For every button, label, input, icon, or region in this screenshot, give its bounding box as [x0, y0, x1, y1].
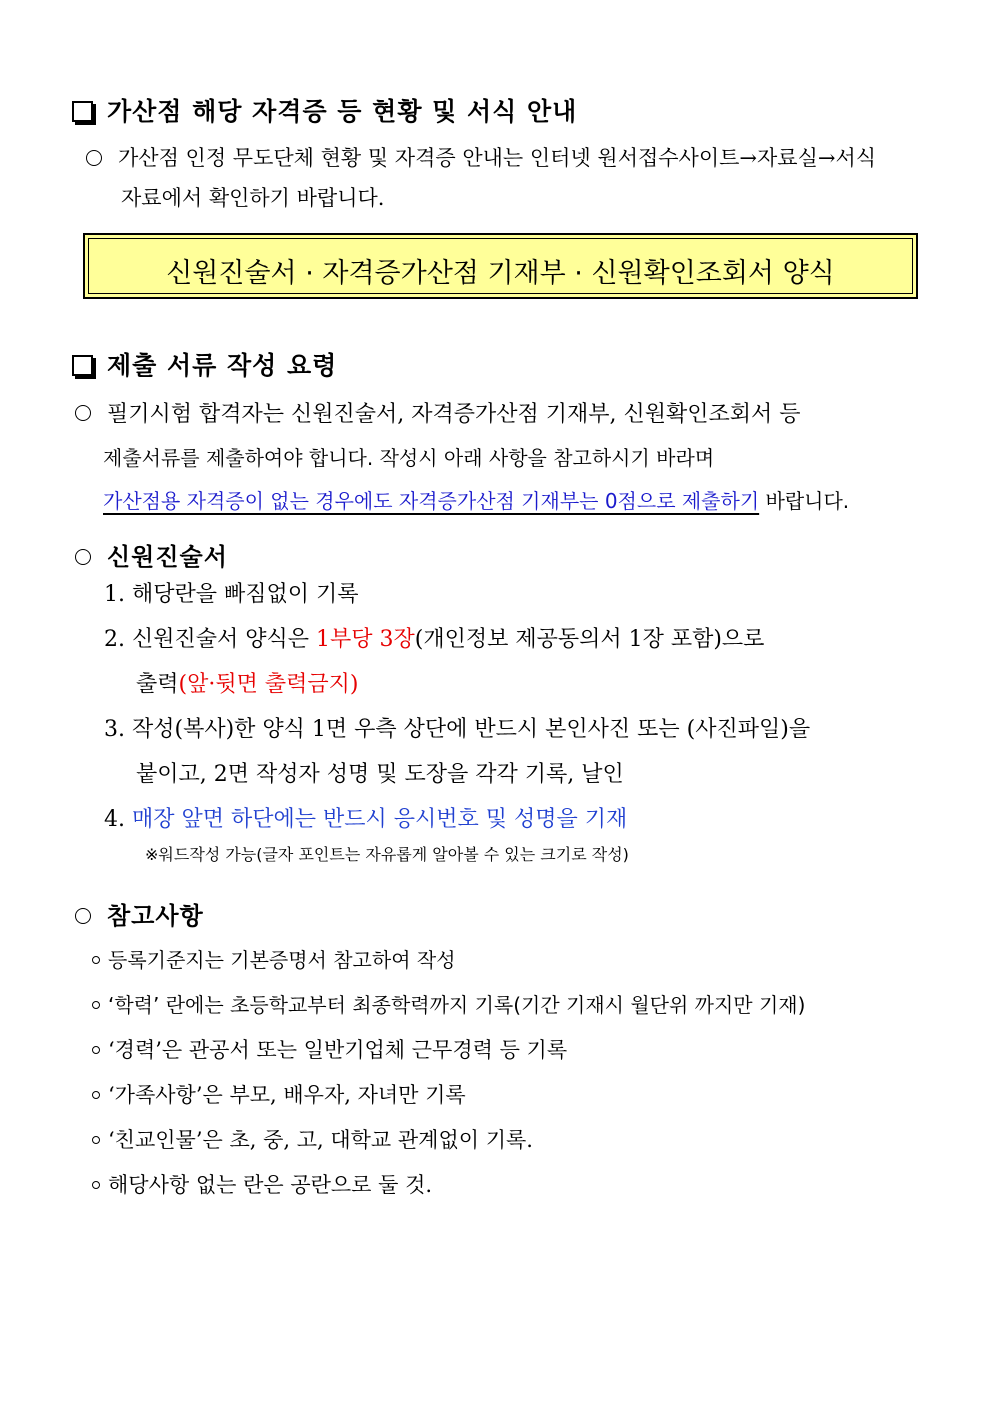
intro-tail-text: 바랍니다. [759, 489, 850, 513]
word-processing-note: ※워드작성 가능(글자 포인트는 자유롭게 알아볼 수 있는 크기로 작성) [145, 845, 629, 864]
item-number: 2. [104, 627, 125, 652]
hollow-circle-bullet-icon [75, 549, 91, 565]
small-circle-bullet-icon [92, 1091, 100, 1099]
subheading-text: 신원진술서 [107, 542, 228, 571]
hollow-circle-bullet-icon [75, 908, 91, 924]
small-circle-bullet-icon [92, 1181, 100, 1189]
item-red-text: 1부당 3장 [316, 627, 415, 652]
item-text: 신원진술서 양식은 [132, 627, 317, 652]
reference-item [92, 1079, 466, 1109]
item-red-text: (앞·뒷면 출력금지) [178, 672, 359, 697]
item-text: 작성(복사)한 양식 1면 우측 상단에 반드시 본인사진 또는 (사진파일)을 [132, 717, 811, 742]
bullet-text: 가산점 인정 무도단체 현황 및 자격증 안내는 인터넷 원서접수사이트→자료실→서식 [118, 146, 877, 170]
intro-text: 필기시험 합격자는 신원진술서, 자격증가산점 기재부, 신원확인조회서 등 [107, 402, 801, 427]
heading-text: 제출 서류 작성 요령 [107, 351, 338, 380]
reference-item [92, 944, 456, 973]
statement-item-4 [104, 802, 627, 833]
small-circle-bullet-icon [92, 956, 100, 964]
subheading-references [75, 896, 204, 931]
checkbox-square-icon [72, 355, 93, 376]
reference-text: 등록기준지는 기본증명서 참고하여 작성 [108, 948, 456, 972]
form-title-text: 신원진술서 · 자격증가산점 기재부 · 신원확인조회서 양식 [166, 258, 835, 289]
small-circle-bullet-icon [92, 1046, 100, 1054]
statement-item-3 [104, 712, 810, 743]
statement-item-1 [104, 577, 359, 608]
statement-item-2-cont [136, 667, 358, 698]
reference-item [92, 1169, 432, 1199]
item-blue-text: 매장 앞면 하단에는 반드시 응시번호 및 성명을 기재 [132, 807, 628, 832]
intro-line-2: 제출서류를 제출하여야 합니다. 작성시 아래 사항을 참고하시기 바라며 [103, 446, 715, 470]
reference-item [92, 1034, 567, 1064]
bullet-info-line-1 [86, 142, 876, 172]
reference-text: ‘가족사항’은 부모, 배우자, 자녀만 기록 [108, 1083, 466, 1107]
reference-text: ‘경력’은 관공서 또는 일반기업체 근무경력 등 기록 [108, 1038, 568, 1062]
section-heading-submission-guide [72, 346, 337, 382]
item-number: 3. [104, 717, 125, 742]
reference-text: ‘학력’ 란에는 초등학교부터 최종학력까지 기록(기간 기재시 월단위 까지만 기재) [108, 993, 806, 1017]
small-circle-bullet-icon [92, 1136, 100, 1144]
subheading-personal-statement [75, 537, 228, 572]
intro-line-1 [75, 397, 801, 428]
section-heading-bonus-certificates [72, 92, 577, 128]
bullet-info-line-2: 자료에서 확인하기 바랍니다. [121, 186, 385, 210]
statement-item-2 [104, 622, 764, 653]
item-text: 해당란을 빠짐없이 기록 [132, 582, 359, 607]
item-number: 4. [104, 807, 125, 832]
reference-item [92, 989, 805, 1018]
subheading-text: 참고사항 [107, 901, 204, 930]
item-text: (개인정보 제공동의서 1장 포함)으로 [414, 627, 765, 652]
reference-text: ‘친교인물’은 초, 중, 고, 대학교 관계없이 기록. [108, 1128, 533, 1152]
hollow-circle-bullet-icon [75, 405, 91, 421]
reference-text: 해당사항 없는 란은 공란으로 둘 것. [108, 1173, 433, 1197]
emphasis-zero-points-text: 가산점용 자격증이 없는 경우에도 자격증가산점 기재부는 0점으로 제출하기 [103, 489, 760, 513]
checkbox-square-icon [72, 101, 93, 122]
hollow-circle-bullet-icon [86, 150, 102, 166]
item-text: 출력 [136, 672, 179, 697]
intro-line-3 [103, 485, 849, 514]
item-number: 1. [104, 582, 125, 607]
small-circle-bullet-icon [92, 1001, 100, 1009]
form-title-box [83, 233, 918, 299]
heading-text: 가산점 해당 자격증 등 현황 및 서식 안내 [107, 97, 578, 126]
statement-item-3-cont: 붙이고, 2면 작성자 성명 및 도장을 각각 기록, 날인 [136, 762, 624, 787]
reference-item [92, 1124, 533, 1154]
